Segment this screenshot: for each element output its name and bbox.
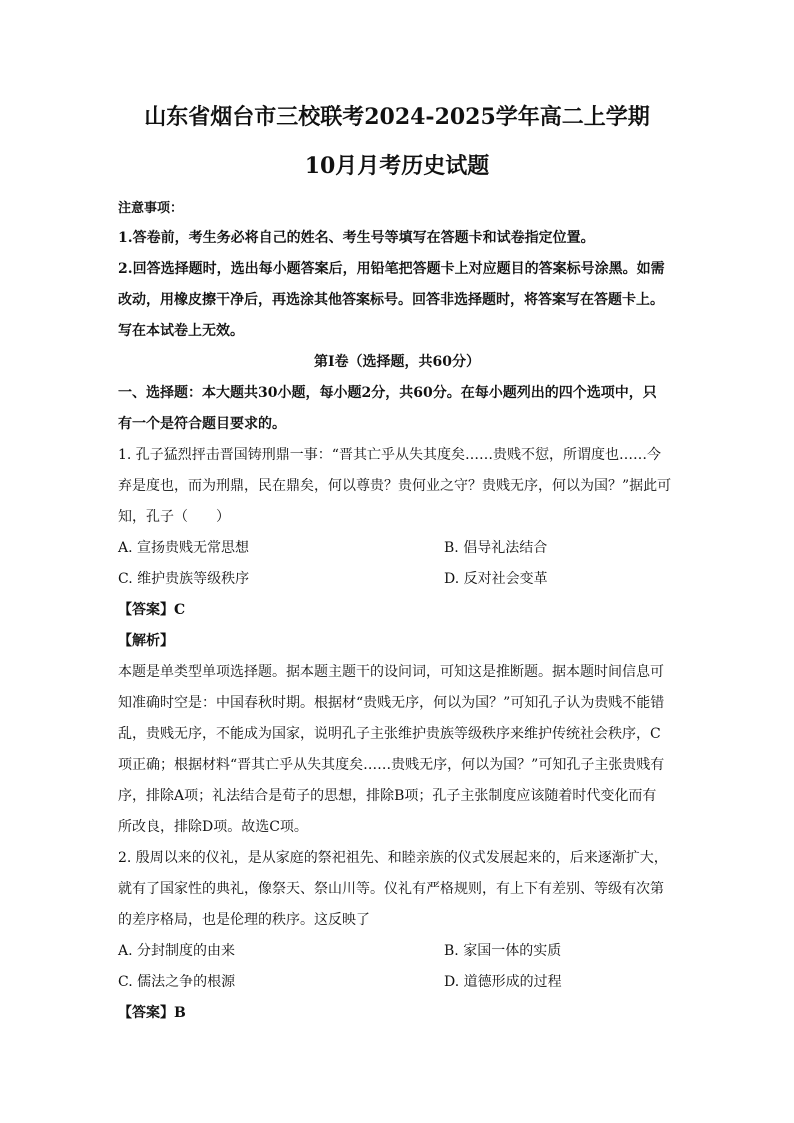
q1-analysis-line-3: 乱，贵贱无序，不能成为国家，说明孔子主张维护贵族等级秩序来维护传统社会秩序，C xyxy=(118,726,661,742)
q2-option-d: D. 道德形成的过程 xyxy=(444,974,562,990)
q1-options-row-2 xyxy=(118,564,676,595)
q1-stem-line-3: 知，孔子（ ） xyxy=(118,509,230,525)
q2-option-a: A. 分封制度的由来 xyxy=(118,943,236,959)
part1-instructions-line-1: 一、选择题：本大题共30小题，每小题2分，共60分。在每小题列出的四个选项中，只 xyxy=(118,385,657,401)
part1-section xyxy=(118,347,676,440)
q1-analysis-line-6: 所改良，排除D项。故选C项。 xyxy=(118,819,308,835)
q1-analysis-label: 【解析】 xyxy=(118,633,174,649)
q1-option-b: B. 倡导礼法结合 xyxy=(444,540,548,556)
q1-analysis-line-5: 序，排除A项；礼法结合是荀子的思想，排除B项；孔子主张制度应该随着时代变化而有 xyxy=(118,788,657,804)
question-2 xyxy=(118,843,676,1029)
q2-stem-line-2: 就有了国家性的典礼，像祭天、祭山川等。仪礼有严格规则，有上下有差别、等级有次第 xyxy=(118,881,664,897)
notice-item-2-line-2: 改动，用橡皮擦干净后，再选涂其他答案标号。回答非选择题时，将答案写在答题卡上。 xyxy=(118,292,664,308)
notice-item-2-line-3: 写在本试卷上无效。 xyxy=(118,323,244,339)
q2-options-row-1 xyxy=(118,936,676,967)
q1-options-row-1 xyxy=(118,533,676,564)
q1-analysis-line-2: 知准确时空是：中国春秋时期。根据材“贵贱无序，何以为国？”可知孔子认为贵贱不能错 xyxy=(118,695,665,711)
notice-item-1: 1.答卷前，考生务必将自己的姓名、考生号等填写在答题卡和试卷指定位置。 xyxy=(118,230,595,246)
part1-instructions-line-2: 有一个是符合题目要求的。 xyxy=(118,416,286,432)
page-title-line1: 山东省烟台市三校联考2024-2025学年高二上学期 xyxy=(144,104,650,130)
q1-stem-line-1: 1. 孔子猛烈抨击晋国铸刑鼎一事：“晋其亡乎从失其度矣……贵贱不愆，所谓度也……今 xyxy=(118,447,661,463)
q1-stem-line-2: 弃是度也，而为刑鼎，民在鼎矣，何以尊贵？贵何业之守？贵贱无序，何以为国？”据此可 xyxy=(118,478,672,494)
page-title-line2: 10月月考历史试题 xyxy=(304,153,490,179)
q1-option-c: C. 维护贵族等级秩序 xyxy=(118,571,250,587)
q2-stem-line-3: 的差序格局，也是伦理的秩序。这反映了 xyxy=(118,912,370,928)
q1-option-a: A. 宣扬贵贱无常思想 xyxy=(118,540,250,556)
q1-analysis-line-4: 项正确；根据材料“晋其亡乎从失其度矣……贵贱无序，何以为国？”可知孔子主张贵贱有 xyxy=(118,757,665,773)
notice-item-2-line-1: 2.回答选择题时，选出每小题答案后，用铅笔把答题卡上对应题目的答案标号涂黑。如需 xyxy=(118,261,665,277)
question-1 xyxy=(118,440,676,843)
q1-analysis-line-1: 本题是单类型单项选择题。据本题主题干的设问词，可知这是推断题。据本题时间信息可 xyxy=(118,664,664,680)
q1-answer: 【答案】C xyxy=(118,602,186,618)
notice-section xyxy=(118,199,676,347)
q2-stem-line-1: 2. 殷周以来的仪礼，是从家庭的祭祀祖先、和睦亲族的仪式发展起来的，后来逐渐扩大， xyxy=(118,850,668,866)
q2-options-row-2 xyxy=(118,967,676,998)
q1-option-d: D. 反对社会变革 xyxy=(444,571,548,587)
notice-heading: 注意事项： xyxy=(118,201,184,216)
part1-title: 第Ⅰ卷（选择题，共60分） xyxy=(313,354,481,370)
q2-option-b: B. 家国一体的实质 xyxy=(444,943,562,959)
q2-answer: 【答案】B xyxy=(118,1005,186,1021)
q2-option-c: C. 儒法之争的根源 xyxy=(118,974,236,990)
